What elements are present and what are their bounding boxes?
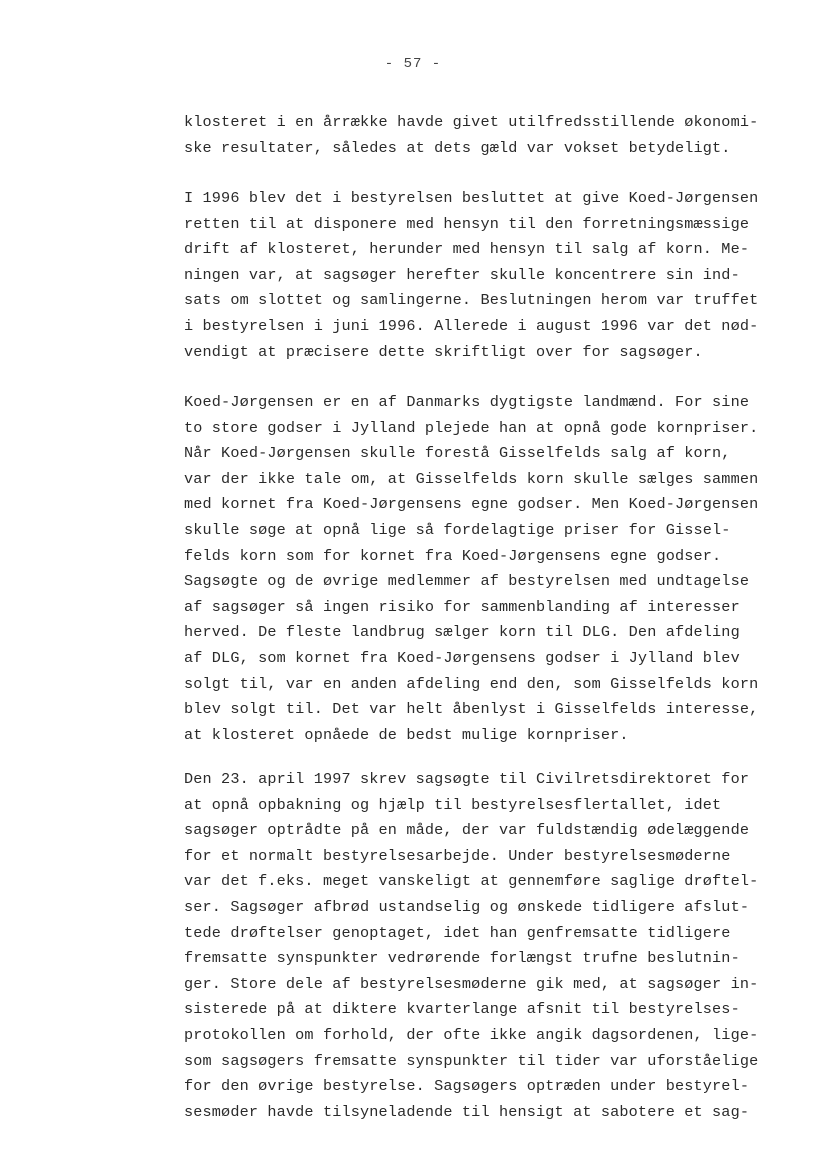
- text-line: klosteret i en årrække havde givet utilfredsstillende økonomi-: [184, 113, 759, 131]
- text-line: var der ikke tale om, at Gisselfelds korn skulle sælges sammen: [184, 469, 759, 488]
- text-line: ger. Store dele af bestyrelsesmøderne gik med, at sagsøger in-: [184, 974, 759, 993]
- text-line: ske resultater, således at dets gæld var vokset betydeligt.: [184, 138, 731, 157]
- text-line: med kornet fra Koed-Jørgensens egne godser. Men Koed-Jørgensen: [184, 495, 759, 514]
- text-line: blev solgt til. Det var helt åbenlyst i Gisselfelds interesse,: [184, 700, 759, 719]
- text-line: af sagsøger så ingen risiko for sammenblanding af interesser: [184, 597, 740, 616]
- text-line: sesmøder havde tilsyneladende til hensigt at sabotere et sag-: [184, 1102, 750, 1121]
- text-line: i bestyrelsen i juni 1996. Allerede i august 1996 var det nød-: [184, 316, 759, 335]
- text-line: Når Koed-Jørgensen skulle forestå Gisselfelds salg af korn,: [184, 444, 731, 463]
- text-line: var det f.eks. meget vanskeligt at gennemføre saglige drøftel-: [184, 872, 759, 891]
- text-line: drift af klosteret, herunder med hensyn til salg af korn. Me-: [184, 240, 750, 259]
- text-line: Den 23. april 1997 skrev sagsøgte til Civilretsdirektoret for: [184, 770, 750, 788]
- text-line: retten til at disponere med hensyn til den forretningsmæssige: [184, 214, 750, 233]
- text-line: tede drøftelser genoptaget, idet han genfremsatte tidligere: [184, 923, 731, 942]
- text-line: sisterede på at diktere kvarterlange afsnit til bestyrelses-: [184, 1000, 740, 1019]
- text-line: solgt til, var en anden afdeling end den, som Gisselfelds korn: [184, 674, 759, 693]
- text-line: felds korn som for kornet fra Koed-Jørgensens egne godser.: [184, 546, 722, 565]
- text-line: skulle søge at opnå lige så fordelagtige priser for Gissel-: [184, 520, 731, 539]
- text-line: Koed-Jørgensen er en af Danmarks dygtigste landmænd. For sine: [184, 393, 750, 411]
- page-number: - 57 -: [384, 56, 442, 72]
- text-line: sagsøger optrådte på en måde, der var fuldstændig ødelæggende: [184, 821, 750, 840]
- text-line: Sagsøgte og de øvrige medlemmer af bestyrelsen med undtagelse: [184, 572, 750, 591]
- text-line: at opnå opbakning og hjælp til bestyrelsesflertallet, idet: [184, 795, 722, 814]
- paragraph-3: [184, 390, 794, 748]
- paragraph-2: [184, 186, 794, 365]
- text-line: I 1996 blev det i bestyrelsen besluttet at give Koed-Jørgensen: [184, 189, 759, 207]
- text-line: for den øvrige bestyrelse. Sagsøgers optræden under bestyrel-: [184, 1077, 750, 1096]
- text-line: ser. Sagsøger afbrød ustandselig og ønskede tidligere afslut-: [184, 897, 750, 916]
- text-line: sats om slottet og samlingerne. Beslutningen herom var truffet: [184, 291, 759, 310]
- text-line: for et normalt bestyrelsesarbejde. Under bestyrelsesmøderne: [184, 846, 731, 865]
- text-line: to store godser i Jylland plejede han at opnå gode kornpriser.: [184, 418, 759, 437]
- text-line: herved. De fleste landbrug sælger korn til DLG. Den afdeling: [184, 623, 740, 642]
- text-line: vendigt at præcisere dette skriftligt over for sagsøger.: [184, 342, 703, 361]
- text-line: ningen var, at sagsøger herefter skulle koncentrere sin ind-: [184, 265, 740, 284]
- text-line: at klosteret opnåede de bedst mulige kornpriser.: [184, 725, 629, 744]
- text-line: fremsatte synspunkter vedrørende forlængst trufne beslutnin-: [184, 949, 740, 968]
- text-line: som sagsøgers fremsatte synspunkter til tider var uforståelige: [184, 1051, 759, 1070]
- paragraph-4: [184, 767, 794, 1125]
- text-line: protokollen om forhold, der ofte ikke angik dagsordenen, lige-: [184, 1025, 759, 1044]
- text-line: af DLG, som kornet fra Koed-Jørgensens godser i Jylland blev: [184, 648, 740, 667]
- paragraph-1: [184, 110, 794, 161]
